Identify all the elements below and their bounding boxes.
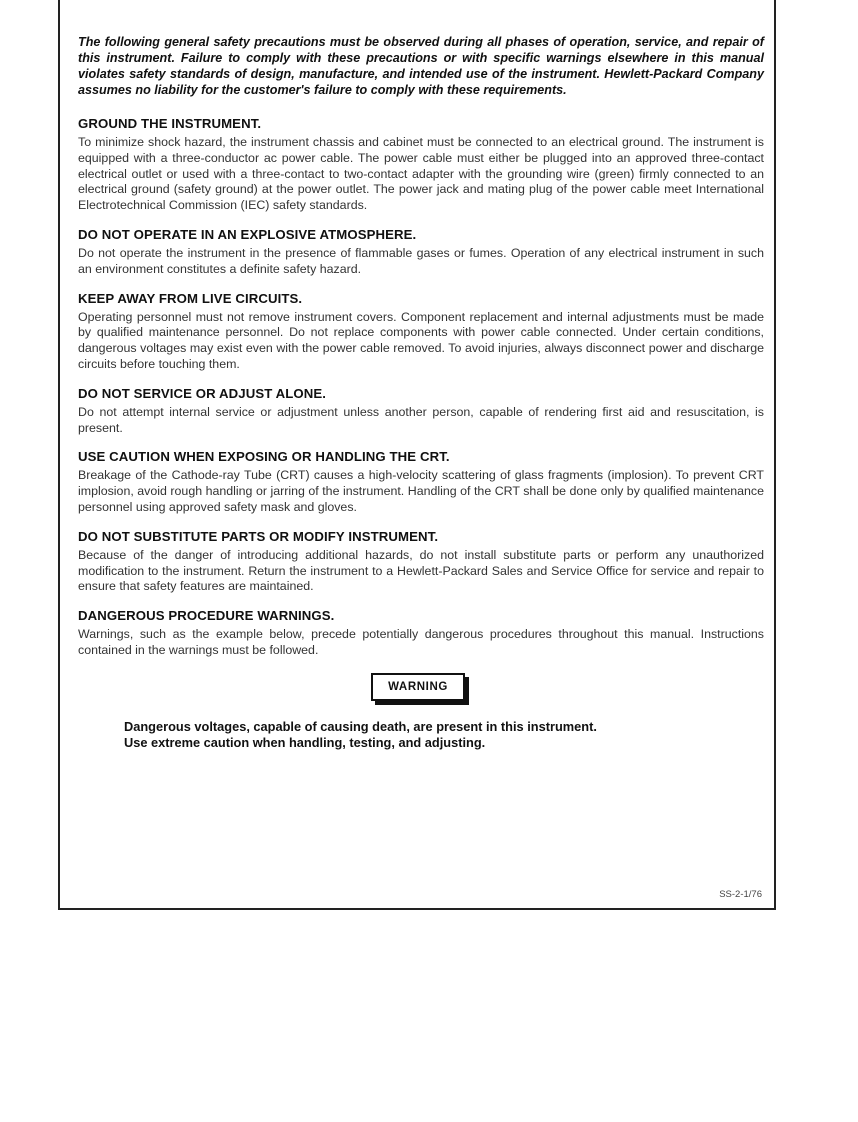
section-heading: USE CAUTION WHEN EXPOSING OR HANDLING THE CRT. bbox=[78, 449, 450, 465]
section-body: Do not attempt internal service or adjustment unless another person, capable of rendering first aid and resuscitation, is present. bbox=[78, 404, 764, 435]
document-code: SS-2-1/76 bbox=[719, 889, 762, 900]
section-heading: KEEP AWAY FROM LIVE CIRCUITS. bbox=[78, 290, 303, 306]
section-body: Warnings, such as the example below, precede potentially dangerous procedures throughout this manual. Instructions contained in the warnings must be followed. bbox=[78, 627, 764, 657]
section-body: Operating personnel must not remove instrument covers. Component replacement and internal adjustments must be made by qualified maintenance personnel. Do not replace components with power cable connected. Under certain conditions, dangerous voltages may exist even with the power cable removed. To avoid injuries, always disconnect power and discharge circuits before touching them. bbox=[78, 309, 764, 371]
section-heading: DO NOT OPERATE IN AN EXPLOSIVE ATMOSPHERE. bbox=[78, 226, 417, 242]
section-heading: DO NOT SUBSTITUTE PARTS OR MODIFY INSTRUMENT. bbox=[78, 528, 439, 544]
warning-line-1: Dangerous voltages, capable of causing death, are present in this instrument. bbox=[124, 718, 597, 734]
section-live-circuits bbox=[78, 291, 764, 373]
safety-content bbox=[78, 34, 764, 751]
section-body: Because of the danger of introducing additional hazards, do not install substitute parts or perform any unauthorized modification to the instrument. Return the instrument to a Hewlett-Packard Sales and Service Office for service and repair to ensure that safety features are maintained. bbox=[78, 547, 764, 594]
warning-line-2: Use extreme caution when handling, testing, and adjusting. bbox=[124, 734, 486, 750]
section-body: Do not operate the instrument in the presence of flammable gases or fumes. Operation of any electrical instrument in such an environment constitutes a definite safety hazard. bbox=[78, 245, 764, 276]
warning-message bbox=[124, 719, 764, 751]
section-explosive bbox=[78, 227, 764, 278]
section-service-alone bbox=[78, 386, 764, 437]
section-body: To minimize shock hazard, the instrument chassis and cabinet must be connected to an electrical ground. The instrument is equipped with a three-conductor ac power cable. The power cable must either be plugged into an approved three-contact electrical outlet or used with a three-contact to two-contact adapter with the grounding wire (green) firmly connected to an electrical ground (safety ground) at the power outlet. The power jack and mating plug of the power cable meet International Electrotechnical Commission (IEC) safety standards. bbox=[78, 135, 764, 213]
section-heading: DANGEROUS PROCEDURE WARNINGS. bbox=[78, 608, 335, 624]
section-dangerous-procedures bbox=[78, 608, 764, 659]
warning-label-box bbox=[371, 673, 471, 705]
section-substitute-parts bbox=[78, 529, 764, 595]
intro-paragraph: The following general safety precautions must be observed during all phases of operation, service, and repair of this instrument. Failure to comply with these precautions or with specific warnings elsewhere in this manual violates safety standards of design, manufacture, and intended use of the instrument. Hewlett-Packard Company assumes no liability for the customer's failure to comply with these requirements. bbox=[78, 35, 764, 97]
section-heading: DO NOT SERVICE OR ADJUST ALONE. bbox=[78, 385, 327, 401]
section-body: Breakage of the Cathode-ray Tube (CRT) causes a high-velocity scattering of glass fragments (implosion). To prevent CRT implosion, avoid rough handling or jarring of the instrument. Handling of the CRT shall be done only by qualified maintenance personnel using approved safety mask and gloves. bbox=[78, 468, 764, 514]
section-heading: GROUND THE INSTRUMENT. bbox=[78, 116, 262, 131]
section-ground bbox=[78, 116, 764, 214]
warning-label: WARNING bbox=[371, 673, 465, 701]
warning-box-shadow bbox=[375, 701, 469, 705]
section-crt bbox=[78, 449, 764, 515]
